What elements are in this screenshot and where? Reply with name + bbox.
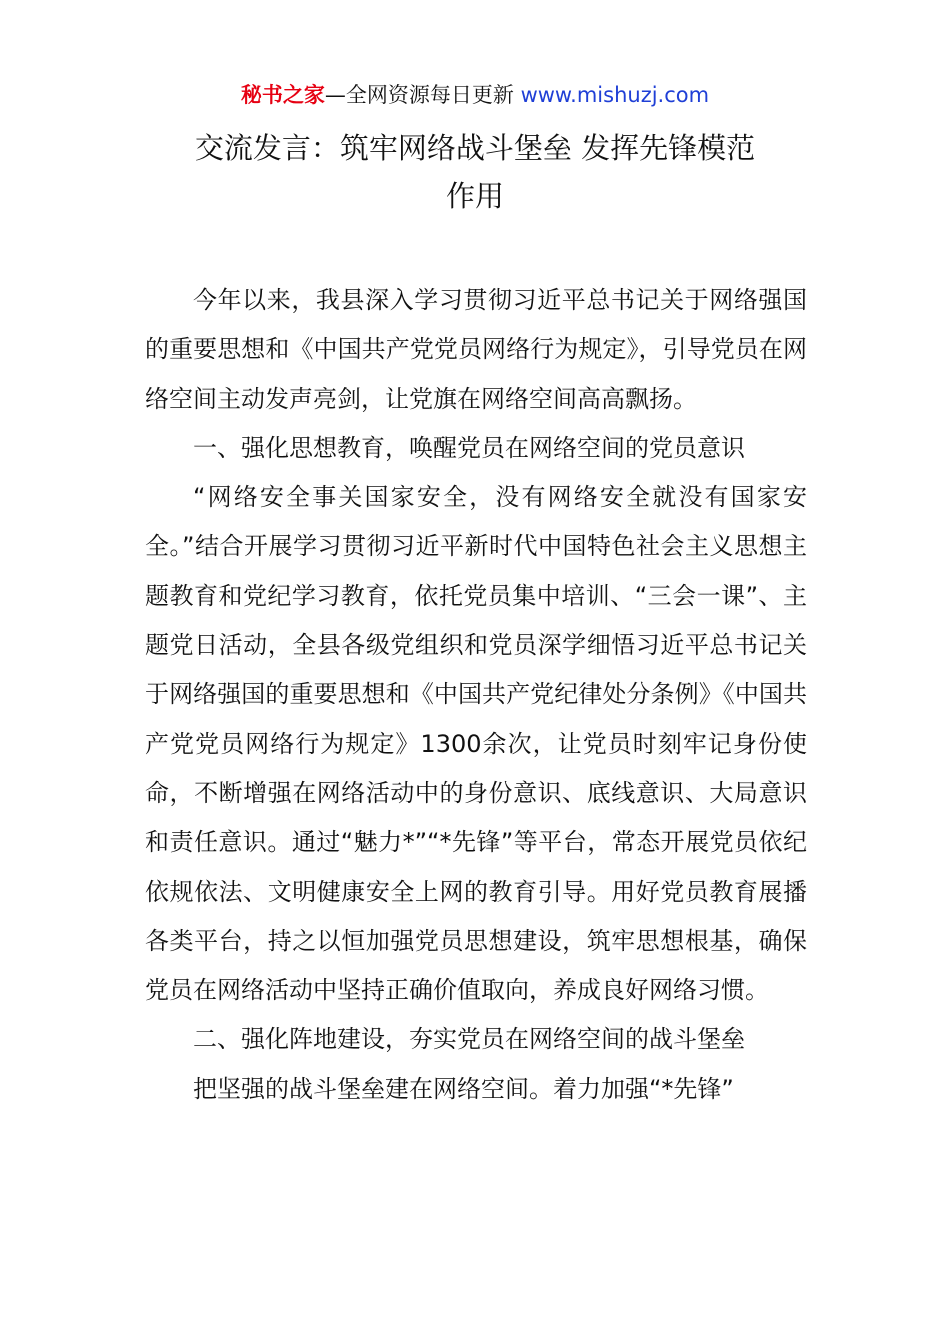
body-paragraph-1: “网络安全事关国家安全，没有网络安全就没有国家安全。”结合开展学习贯彻习近平新时代中国特色社会主义思想主题教育和党纪学习教育，依托党员集中培训、“三会一课”、主题党日活动，全县各级党组织和党员深学细悟习近平总书记关于网络强国的重要思想和《中国共产党纪律处分条例》《中国共产党党员网络行为规定》1300余次，让党员时刻牢记身份使命，不断增强在网络活动中的身份意识、底线意识、大局意识和责任意识。通过“魅力*”“*先锋”等平台，常态开展党员依纪依规依法、文明健康安全上网的教育引导。用好党员教育展播各类平台，持之以恒加强党员思想建设，筑牢思想根基，确保党员在网络活动中坚持正确价值取向，养成良好网络习惯。 [145,483,807,1005]
site-url-link[interactable]: www.mishuzj.com [520,83,710,107]
brand-name: 秘书之家 [240,83,325,107]
header-tagline: —全网资源每日更新 [324,83,514,107]
section-heading-1: 一、强化思想教育，唤醒党员在网络空间的党员意识 [193,433,745,462]
document-title-line-1: 交流发言：筑牢网络战斗堡垒 发挥先锋模范 [194,131,756,165]
document-body [145,276,807,1114]
section-heading-2: 二、强化阵地建设，夯实党员在网络空间的战斗堡垒 [193,1025,745,1054]
document-title [140,124,810,220]
site-header [0,80,950,110]
body-paragraph-2: 把坚强的战斗堡垒建在网络空间。着力加强“*先锋” [193,1074,734,1103]
document-title-line-2: 作用 [445,179,504,213]
intro-paragraph: 今年以来，我县深入学习贯彻习近平总书记关于网络强国的重要思想和《中国共产党党员网络行为规定》，引导党员在网络空间主动发声亮剑，让党旗在网络空间高高飘扬。 [145,286,807,413]
